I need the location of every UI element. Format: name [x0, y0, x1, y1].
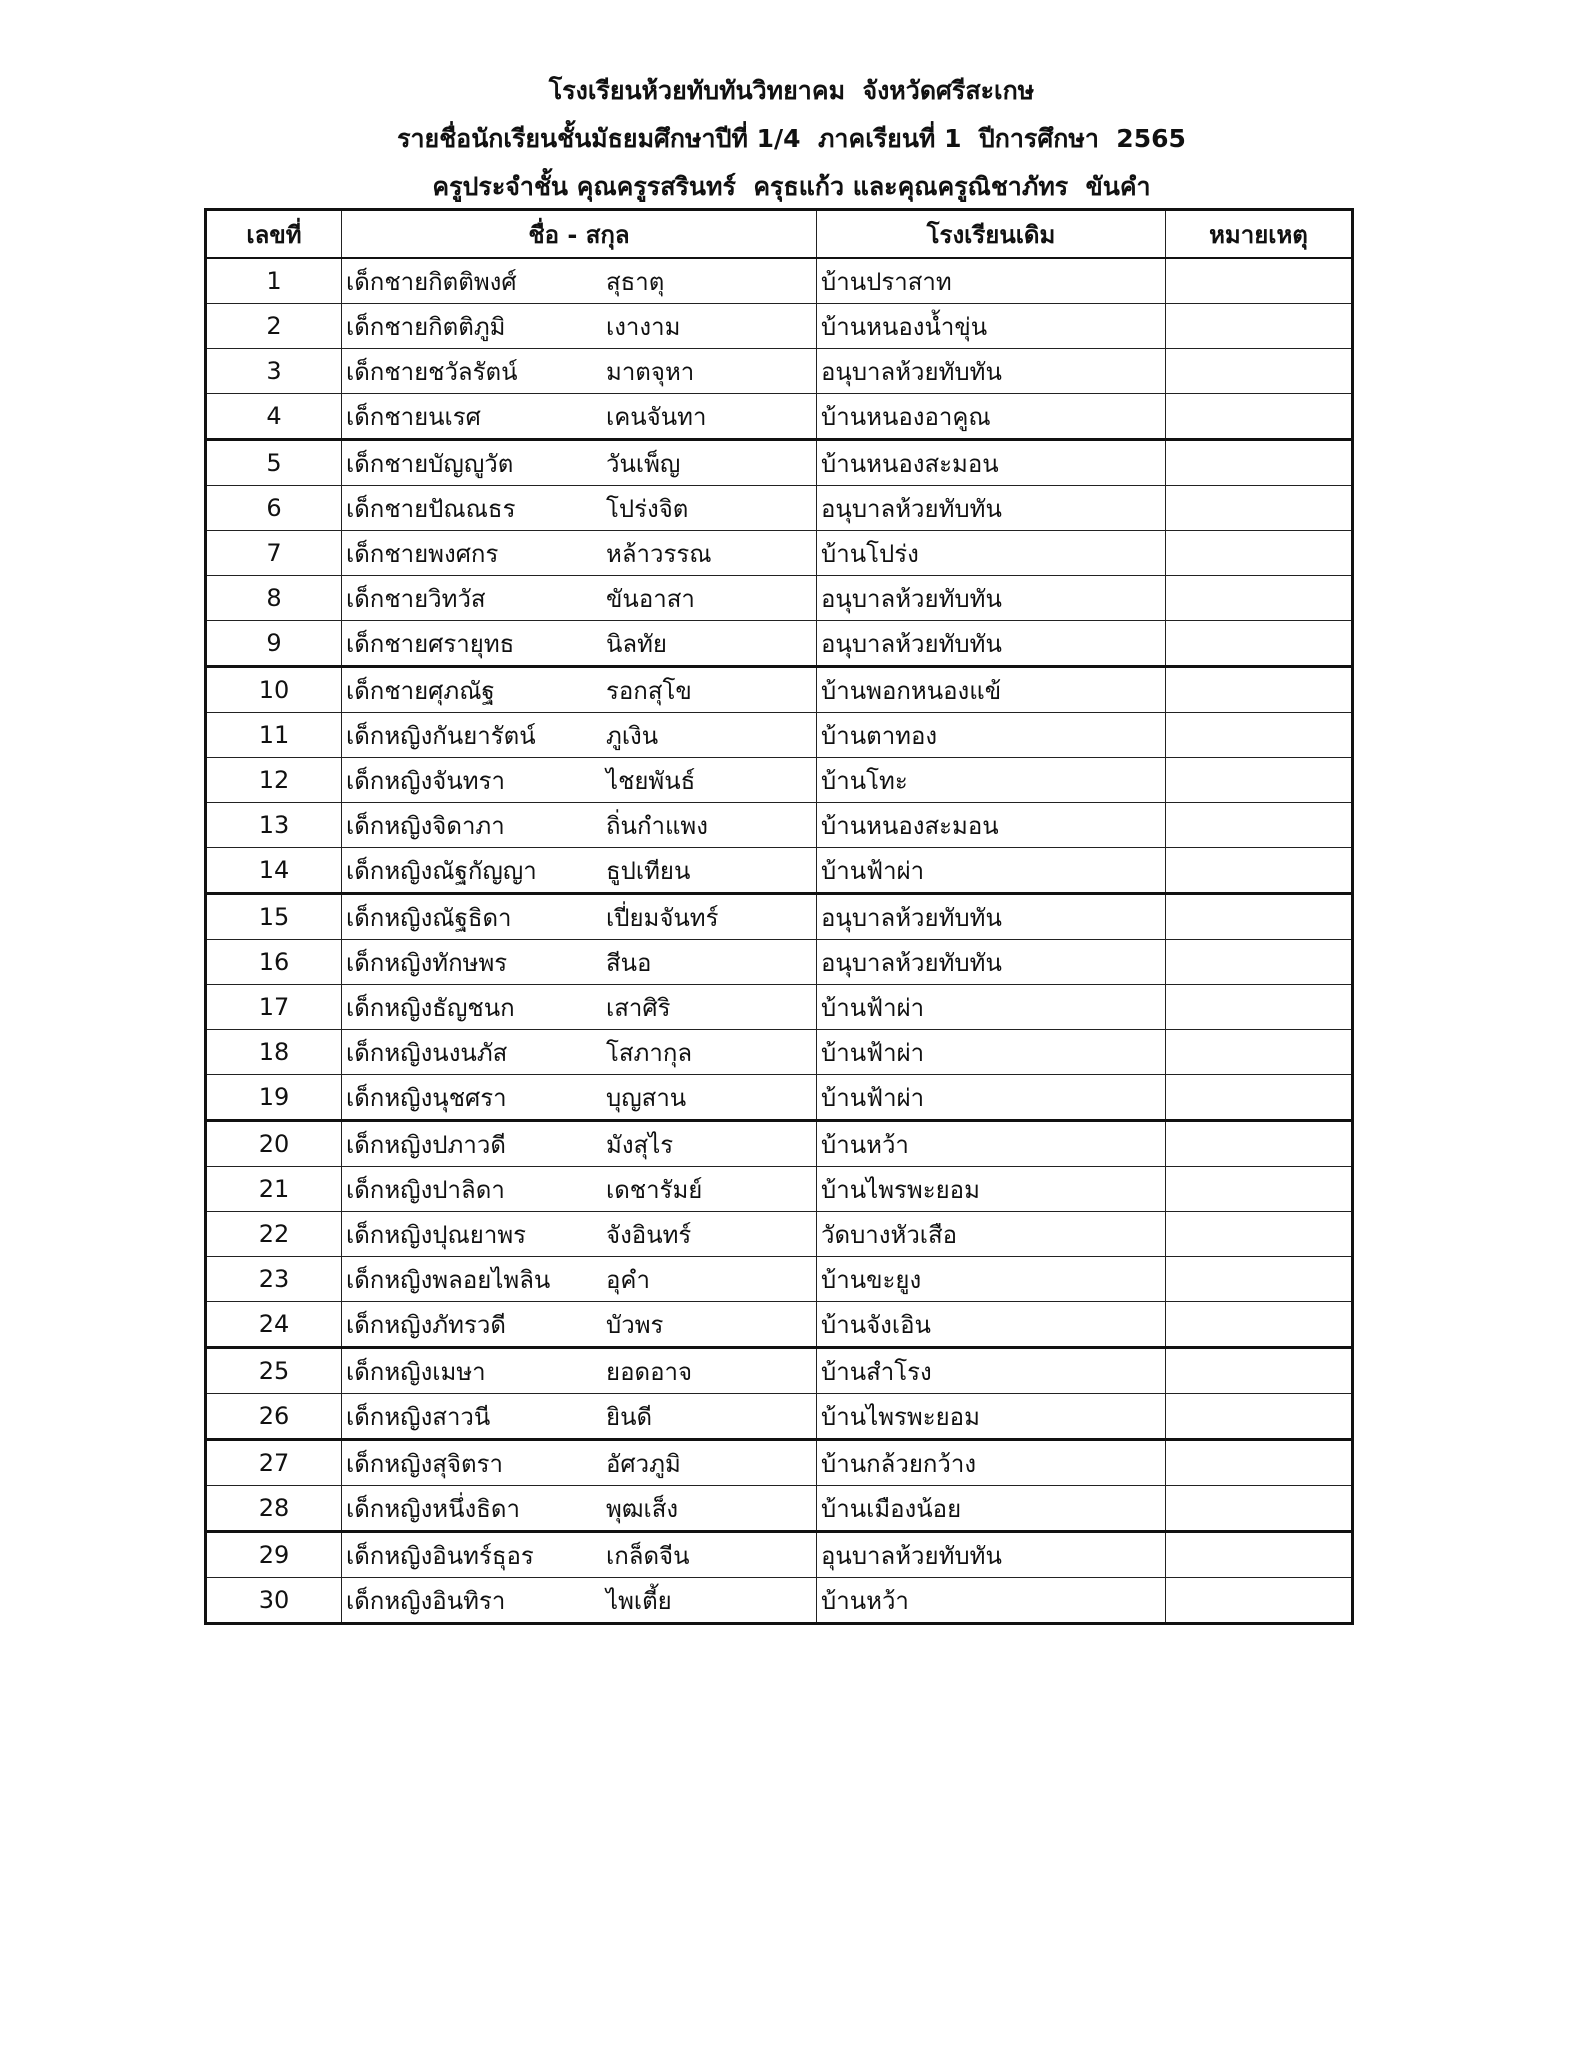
remark [1166, 531, 1353, 576]
first-name: เด็กหญิงทักษพร [346, 948, 508, 977]
remark [1166, 1075, 1353, 1121]
table-row [206, 258, 1353, 304]
first-name: เด็กชายบัญญูวัต [346, 449, 514, 478]
remark [1166, 758, 1353, 803]
previous-school: อนุบาลห้วยทับทัน [817, 894, 1166, 940]
first-name: เด็กชายกิตติพงศ์ [346, 267, 517, 296]
table-row [206, 1348, 1353, 1394]
homeroom-teachers: ครูประจำชั้น คุณครูรสรินทร์ ครุธแก้ว และคุณครูณิชาภัทร ขันคำ [432, 172, 1151, 201]
student-name [342, 713, 817, 758]
student-name [342, 621, 817, 667]
previous-school: อนุบาลห้วยทับทัน [817, 576, 1166, 621]
student-name [342, 1578, 817, 1624]
remark [1166, 349, 1353, 394]
previous-school: อนุบาลห้วยทับทัน [817, 940, 1166, 985]
student-number: 12 [206, 758, 342, 803]
previous-school: บ้านฟ้าผ่า [817, 1030, 1166, 1075]
last-name: โปร่งจิต [606, 494, 689, 523]
last-name: นิลทัย [606, 629, 667, 658]
first-name: เด็กชายศรายุทธ [346, 629, 515, 658]
previous-school: บ้านหว้า [817, 1121, 1166, 1167]
column-header-name: ชื่อ - สกุล [342, 210, 817, 259]
table-row [206, 621, 1353, 667]
previous-school: อนุบาลห้วยทับทัน [817, 349, 1166, 394]
student-name [342, 531, 817, 576]
remark [1166, 1440, 1353, 1486]
student-name [342, 667, 817, 713]
last-name: โสภากุล [606, 1038, 693, 1067]
student-number: 8 [206, 576, 342, 621]
first-name: เด็กหญิงนุชศรา [346, 1083, 507, 1112]
previous-school: บ้านพอกหนองแข้ [817, 667, 1166, 713]
remark [1166, 1532, 1353, 1578]
student-number: 13 [206, 803, 342, 848]
student-number: 5 [206, 440, 342, 486]
last-name: เกล็ดจีน [606, 1541, 690, 1570]
student-name [342, 985, 817, 1030]
student-name [342, 1302, 817, 1348]
table-header-row [206, 210, 1353, 259]
first-name: เด็กชายนเรศ [346, 402, 481, 431]
previous-school: วัดบางหัวเสือ [817, 1212, 1166, 1257]
remark [1166, 1348, 1353, 1394]
student-number: 25 [206, 1348, 342, 1394]
previous-school: อุนบาลห้วยทับทัน [817, 1532, 1166, 1578]
student-number: 16 [206, 940, 342, 985]
remark [1166, 1212, 1353, 1257]
first-name: เด็กหญิงณัฐกัญญา [346, 856, 537, 885]
first-name: เด็กหญิงอินทิรา [346, 1586, 506, 1615]
student-name [342, 576, 817, 621]
student-number: 1 [206, 258, 342, 304]
student-name [342, 349, 817, 394]
previous-school: บ้านไพรพะยอม [817, 1167, 1166, 1212]
student-name [342, 440, 817, 486]
remark [1166, 1030, 1353, 1075]
table-row [206, 848, 1353, 894]
student-number: 27 [206, 1440, 342, 1486]
last-name: พุฒเส็ง [606, 1494, 679, 1523]
student-name [342, 1348, 817, 1394]
student-number: 19 [206, 1075, 342, 1121]
student-number: 29 [206, 1532, 342, 1578]
first-name: เด็กหญิงกันยารัตน์ [346, 721, 536, 750]
first-name: เด็กหญิงพลอยไพลิน [346, 1265, 551, 1294]
previous-school: บ้านปราสาท [817, 258, 1166, 304]
student-number: 26 [206, 1394, 342, 1440]
student-name [342, 848, 817, 894]
table-row [206, 486, 1353, 531]
remark [1166, 1486, 1353, 1532]
previous-school: บ้านหนองน้ำขุ่น [817, 304, 1166, 349]
last-name: เคนจันทา [606, 402, 707, 431]
first-name: เด็กหญิงเมษา [346, 1357, 486, 1386]
student-name [342, 304, 817, 349]
remark [1166, 985, 1353, 1030]
table-row [206, 1578, 1353, 1624]
remark [1166, 894, 1353, 940]
first-name: เด็กหญิงสาวนี [346, 1402, 491, 1431]
table-row [206, 1394, 1353, 1440]
last-name: อุคำ [606, 1265, 650, 1294]
student-name [342, 1257, 817, 1302]
student-number: 14 [206, 848, 342, 894]
last-name: เปี่ยมจันทร์ [606, 903, 719, 932]
column-header-previous-school: โรงเรียนเดิม [817, 210, 1166, 259]
table-row [206, 758, 1353, 803]
table-row [206, 1121, 1353, 1167]
table-row [206, 1030, 1353, 1075]
last-name: บุญสาน [606, 1083, 687, 1112]
first-name: เด็กหญิงจิดาภา [346, 811, 505, 840]
first-name: เด็กชายกิตติภูมิ [346, 312, 506, 341]
student-number: 7 [206, 531, 342, 576]
table-row [206, 713, 1353, 758]
student-number: 4 [206, 394, 342, 440]
student-name [342, 486, 817, 531]
remark [1166, 803, 1353, 848]
student-name [342, 940, 817, 985]
student-name [342, 758, 817, 803]
previous-school: บ้านหนองอาคูณ [817, 394, 1166, 440]
remark [1166, 667, 1353, 713]
table-row [206, 940, 1353, 985]
table-row [206, 1440, 1353, 1486]
remark [1166, 486, 1353, 531]
remark [1166, 848, 1353, 894]
first-name: เด็กหญิงปาลิดา [346, 1175, 505, 1204]
previous-school: บ้านหว้า [817, 1578, 1166, 1624]
student-name [342, 894, 817, 940]
first-name: เด็กหญิงหนึ่งธิดา [346, 1494, 520, 1523]
remark [1166, 1167, 1353, 1212]
student-name [342, 1394, 817, 1440]
remark [1166, 1257, 1353, 1302]
table-row [206, 667, 1353, 713]
previous-school: บ้านฟ้าผ่า [817, 848, 1166, 894]
last-name: สีนอ [606, 948, 652, 977]
previous-school: อนุบาลห้วยทับทัน [817, 486, 1166, 531]
last-name: รอกสุโข [606, 676, 692, 705]
last-name: บัวพร [606, 1310, 664, 1339]
student-number: 11 [206, 713, 342, 758]
remark [1166, 576, 1353, 621]
last-name: ยินดี [606, 1402, 653, 1431]
remark [1166, 1302, 1353, 1348]
student-number: 6 [206, 486, 342, 531]
remark [1166, 1394, 1353, 1440]
student-name [342, 1212, 817, 1257]
student-number: 30 [206, 1578, 342, 1624]
remark [1166, 621, 1353, 667]
previous-school: บ้านโทะ [817, 758, 1166, 803]
student-name [342, 1486, 817, 1532]
previous-school: บ้านตาทอง [817, 713, 1166, 758]
student-number: 2 [206, 304, 342, 349]
table-row [206, 985, 1353, 1030]
last-name: เสาศิริ [606, 993, 671, 1022]
table-row [206, 304, 1353, 349]
student-number: 21 [206, 1167, 342, 1212]
last-name: สุธาตุ [606, 267, 665, 296]
previous-school: บ้านไพรพะยอม [817, 1394, 1166, 1440]
student-number: 10 [206, 667, 342, 713]
student-number: 23 [206, 1257, 342, 1302]
student-number: 20 [206, 1121, 342, 1167]
student-name [342, 1440, 817, 1486]
table-row [206, 349, 1353, 394]
first-name: เด็กหญิงธัญชนก [346, 993, 515, 1022]
student-name [342, 1075, 817, 1121]
remark [1166, 394, 1353, 440]
remark [1166, 304, 1353, 349]
last-name: ไชยพันธ์ [606, 766, 696, 795]
table-row [206, 1212, 1353, 1257]
student-name [342, 258, 817, 304]
remark [1166, 1121, 1353, 1167]
remark [1166, 258, 1353, 304]
table-row [206, 1486, 1353, 1532]
remark [1166, 940, 1353, 985]
first-name: เด็กหญิงจันทรา [346, 766, 505, 795]
first-name: เด็กหญิงณัฐธิดา [346, 903, 512, 932]
table-row [206, 803, 1353, 848]
student-name [342, 1532, 817, 1578]
previous-school: บ้านสำโรง [817, 1348, 1166, 1394]
first-name: เด็กหญิงอินทร์ธุอร [346, 1541, 534, 1570]
last-name: วันเพ็ญ [606, 449, 681, 478]
previous-school: บ้านหนองสะมอน [817, 803, 1166, 848]
remark [1166, 440, 1353, 486]
last-name: ธูปเทียน [606, 856, 691, 885]
first-name: เด็กหญิงปุณยาพร [346, 1220, 527, 1249]
previous-school: บ้านกล้วยกว้าง [817, 1440, 1166, 1486]
previous-school: บ้านขะยูง [817, 1257, 1166, 1302]
last-name: ยอดอาจ [606, 1357, 693, 1386]
remark [1166, 1578, 1353, 1624]
school-title: โรงเรียนห้วยทับทันวิทยาคม จังหวัดศรีสะเกษ [548, 76, 1035, 105]
student-number: 22 [206, 1212, 342, 1257]
table-row [206, 1075, 1353, 1121]
first-name: เด็กชายวิทวัส [346, 584, 486, 613]
student-name [342, 1121, 817, 1167]
previous-school: บ้านจังเอิน [817, 1302, 1166, 1348]
column-header-remark: หมายเหตุ [1166, 210, 1353, 259]
previous-school: บ้านฟ้าผ่า [817, 985, 1166, 1030]
last-name: มาตจุหา [606, 357, 695, 386]
table-row [206, 1167, 1353, 1212]
previous-school: บ้านโปร่ง [817, 531, 1166, 576]
first-name: เด็กชายพงศกร [346, 539, 499, 568]
previous-school: บ้านหนองสะมอน [817, 440, 1166, 486]
student-name [342, 1167, 817, 1212]
last-name: อัศวภูมิ [606, 1449, 681, 1478]
table-row [206, 576, 1353, 621]
student-number: 17 [206, 985, 342, 1030]
table-row [206, 394, 1353, 440]
last-name: จังอินทร์ [606, 1220, 692, 1249]
last-name: หล้าวรรณ [606, 539, 712, 568]
first-name: เด็กชายปัณณธร [346, 494, 516, 523]
last-name: เดชารัมย์ [606, 1175, 703, 1204]
remark [1166, 713, 1353, 758]
first-name: เด็กหญิงปภาวดี [346, 1130, 506, 1159]
previous-school: บ้านเมืองน้อย [817, 1486, 1166, 1532]
student-table [204, 208, 1354, 1625]
first-name: เด็กชายชวัลรัตน์ [346, 357, 518, 386]
table-row [206, 531, 1353, 576]
student-number: 18 [206, 1030, 342, 1075]
list-title: รายชื่อนักเรียนชั้นมัธยมศึกษาปีที่ 1/4 ภาคเรียนที่ 1 ปีการศึกษา 2565 [397, 124, 1186, 153]
table-row [206, 440, 1353, 486]
first-name: เด็กชายศุภณัฐ [346, 676, 495, 705]
student-number: 28 [206, 1486, 342, 1532]
last-name: ภูเงิน [606, 721, 659, 750]
last-name: ขันอาสา [606, 584, 695, 613]
student-number: 9 [206, 621, 342, 667]
last-name: เงางาม [606, 312, 681, 341]
table-row [206, 894, 1353, 940]
student-name [342, 803, 817, 848]
student-number: 3 [206, 349, 342, 394]
last-name: ไพเตี้ย [606, 1586, 672, 1615]
previous-school: บ้านฟ้าผ่า [817, 1075, 1166, 1121]
table-row [206, 1257, 1353, 1302]
previous-school: อนุบาลห้วยทับทัน [817, 621, 1166, 667]
first-name: เด็กหญิงนงนภัส [346, 1038, 508, 1067]
student-name [342, 1030, 817, 1075]
column-header-number: เลขที่ [206, 210, 342, 259]
student-number: 15 [206, 894, 342, 940]
table-row [206, 1532, 1353, 1578]
student-number: 24 [206, 1302, 342, 1348]
last-name: ถิ่นกำแพง [606, 811, 708, 840]
first-name: เด็กหญิงสุจิตรา [346, 1449, 503, 1478]
table-row [206, 1302, 1353, 1348]
student-name [342, 394, 817, 440]
last-name: มังสุไร [606, 1130, 674, 1159]
first-name: เด็กหญิงภัทรวดี [346, 1310, 506, 1339]
